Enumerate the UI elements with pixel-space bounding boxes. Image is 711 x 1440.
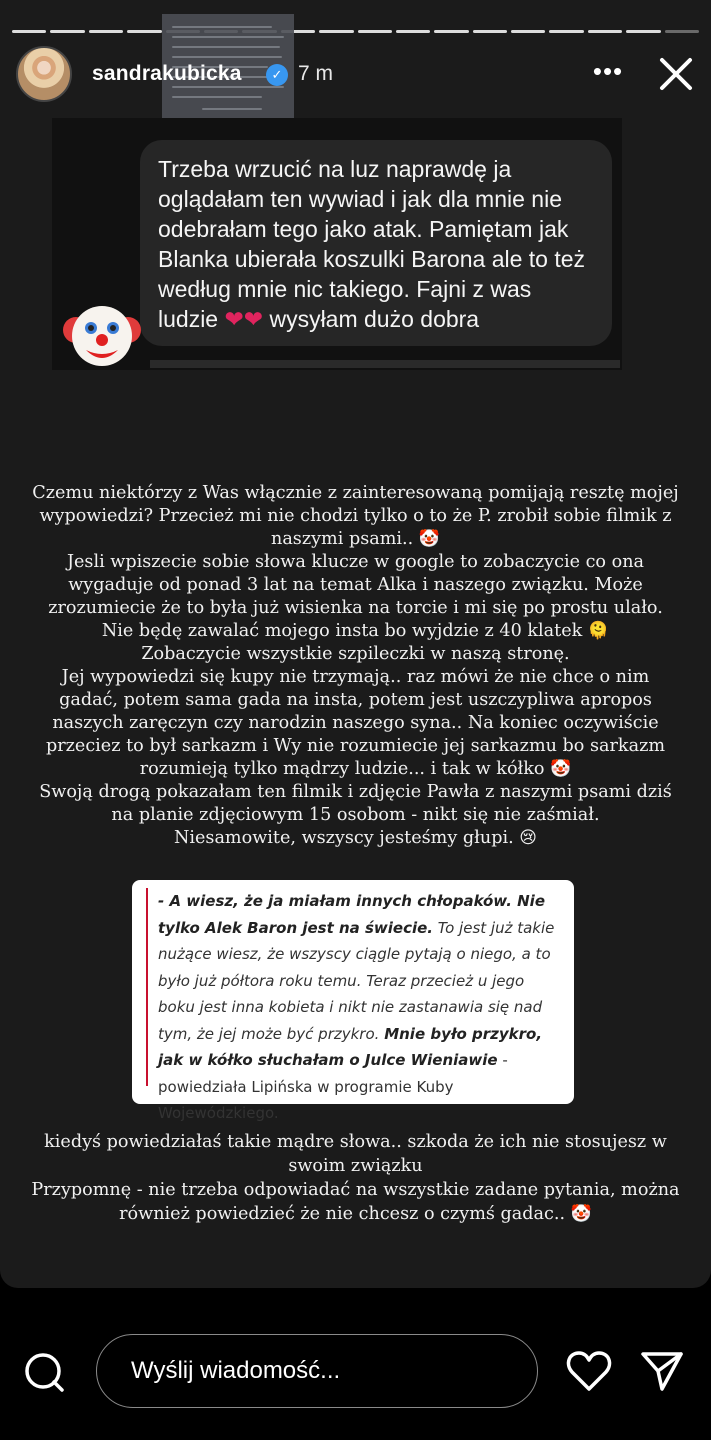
search-button[interactable] bbox=[22, 1350, 66, 1394]
progress-segment bbox=[396, 30, 430, 33]
text-paragraph: Czemu niektórzy z Was włącznie z zainteresowaną pomijają resztę mojej wypowiedzi? Przecież mi nie chodzi tylko o to że P. zrobił sobie filmik z naszymi psami.. bbox=[32, 483, 679, 549]
comment-text-end: wysyłam dużo dobra bbox=[269, 306, 480, 332]
text-paragraph: Zobaczycie wszystkie szpileczki w naszą stronę. bbox=[141, 644, 570, 664]
progress-segment bbox=[50, 30, 84, 33]
verified-badge-icon: ✓ bbox=[266, 64, 288, 86]
progress-segment bbox=[665, 30, 699, 33]
text-paragraph: Swoją drogą pokazałam ten filmik i zdjęcie Pawła z naszymi psami dziś na planie zdjęciowym 15 osobom - nikt się nie zaśmiał. bbox=[39, 782, 672, 825]
progress-segment bbox=[511, 30, 545, 33]
message-input[interactable] bbox=[96, 1334, 538, 1408]
clown-face-icon bbox=[62, 296, 142, 372]
paper-plane-icon bbox=[640, 1350, 684, 1392]
progress-segment bbox=[319, 30, 353, 33]
progress-segment bbox=[127, 30, 161, 33]
heart-icon: ❤ bbox=[224, 306, 244, 332]
text-paragraph: Jej wypowiedzi się kupy nie trzymają.. raz mówi że nie chce o nim gadać, potem sama gada na insta, potem jest uszczypliwa apropos naszych zaręczyn czy narodzin naszego syna.. Na koniec oczywiście przeciez to był sarkazm i Wy nie rozumiecie jej sarkazmu bo sarkazm rozumieją tylko mądrzy ludzie... i tak w kółko bbox=[45, 667, 666, 779]
comment-text: Trzeba wrzucić na luz naprawdę ja oglądałam ten wywiad i jak dla mnie nie odebrałam tego jako atak. Pamiętam jak Blanka ubierała koszulki Barona ale to też według mnie nic takiego. Fajni z was ludzie bbox=[158, 156, 586, 332]
post-time: 7 m bbox=[298, 62, 334, 85]
quote-card bbox=[132, 880, 574, 1122]
clown-face-icon: 🤡 bbox=[418, 529, 440, 549]
heart-outline-icon bbox=[566, 1350, 612, 1392]
search-icon bbox=[22, 1350, 66, 1394]
comment-bubble bbox=[140, 140, 612, 346]
clown-face-icon: 🤡 bbox=[570, 1204, 592, 1224]
like-button[interactable] bbox=[566, 1350, 612, 1392]
crying-face-icon: 😢 bbox=[519, 828, 538, 848]
panel-divider bbox=[150, 360, 620, 368]
quote-bold-text: - A wiesz, że ja miałam innych chłopaków. Nie tylko Alek Baron jest na świecie. bbox=[158, 892, 545, 937]
text-paragraph: Jesli wpiszecie sobie słowa klucze w google to zobaczycie co ona wygaduje od ponad 3 lat na temat Alka i naszego związku. Może zrozumiecie że to była już wisienka na torcie i mi się po prostu ulało. Nie będę zawalać mojego insta bo wyjdzie z 40 klatek bbox=[48, 552, 663, 641]
progress-segment bbox=[588, 30, 622, 33]
clown-face-icon: 🤡 bbox=[550, 759, 572, 779]
send-button[interactable] bbox=[640, 1350, 684, 1392]
more-options-button[interactable]: ••• bbox=[592, 56, 624, 86]
progress-segment bbox=[358, 30, 392, 33]
text-paragraph: Przypomnę - nie trzeba odpowiadać na wszystkie zadane pytania, można również powiedzieć że nie chcesz o czymś gadac.. bbox=[31, 1180, 680, 1224]
text-paragraph: kiedyś powiedziałaś takie mądre słowa.. szkoda że ich nie stosujesz w swoim związku bbox=[44, 1132, 667, 1176]
progress-segment bbox=[12, 30, 46, 33]
close-icon bbox=[652, 50, 700, 98]
close-button[interactable] bbox=[652, 50, 700, 98]
avatar[interactable] bbox=[16, 46, 72, 102]
quote-text: To jest już takie nużące wiesz, że wszyscy ciągle pytają o niego, a to było już półtora roku temu. Teraz przecież u jego boku jest inna kobieta i nikt nie zastanawia się nad tym, że jej może być przykro. bbox=[158, 918, 555, 1043]
story-progress-bar bbox=[12, 30, 699, 33]
melting-face-icon: 🫠 bbox=[587, 621, 610, 641]
progress-segment bbox=[549, 30, 583, 33]
quote-bold-text: Mnie było przykro, jak w kółko słuchałam o Julce Wieniawie bbox=[158, 1024, 543, 1069]
heart-icon: ❤ bbox=[243, 306, 264, 332]
quote-attribution: - powiedziała Lipińska w programie Kuby Wojewódzkiego. bbox=[158, 1051, 508, 1122]
message-input-placeholder: Wyślij wiadomość... bbox=[131, 1357, 341, 1384]
text-paragraph: Niesamowite, wszyscy jesteśmy głupi. bbox=[173, 828, 514, 848]
story-bottom-text bbox=[22, 1130, 689, 1226]
story-main-text bbox=[30, 482, 681, 850]
progress-segment bbox=[473, 30, 507, 33]
progress-segment bbox=[434, 30, 468, 33]
progress-segment bbox=[626, 30, 660, 33]
progress-segment bbox=[89, 30, 123, 33]
username[interactable]: sandrakubicka bbox=[92, 62, 242, 85]
